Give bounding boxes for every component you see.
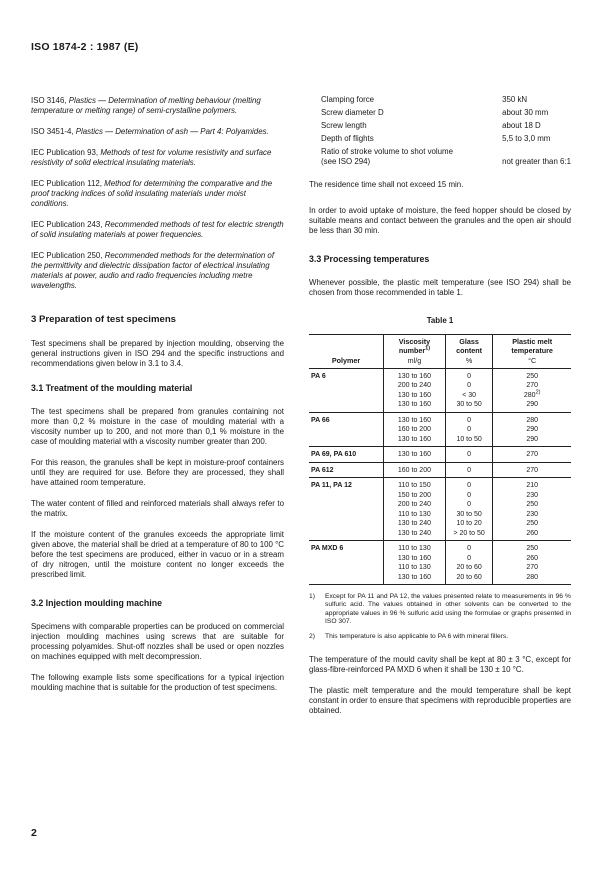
spec-value: not greater than 6:1 bbox=[502, 157, 571, 166]
column-header-viscosity: Viscosity number$^{1)}$ bbox=[384, 335, 446, 358]
reference-code: IEC Publication 112, bbox=[31, 179, 102, 188]
column-header-temp: Plastic melt temperature bbox=[493, 335, 571, 358]
paragraph: Specimens with comparable properties can be produced on commercial injection moulding machines using screws that are suitable for processing polyamides. Shut-off nozzles shall be used or open nozzles on machines equipped with melt decompression. bbox=[31, 622, 284, 661]
section-3-heading: 3 Preparation of test specimens bbox=[31, 314, 177, 325]
right-column bbox=[309, 95, 571, 727]
reference-title: Recommended methods for the determination of the permittivity and dielectric dissipation factor of electrical insulating materials at power, audio and radio frequencies including metre wavelengths. bbox=[31, 251, 275, 290]
reference-title: Recommended methods of test for electric strength of solid insulating materials at power frequencies. bbox=[31, 220, 284, 239]
reference-iec-93 bbox=[31, 148, 284, 168]
reference-iec-250 bbox=[31, 251, 284, 291]
spec-row bbox=[309, 95, 571, 108]
cell-viscosity: 130 to 160 bbox=[384, 447, 446, 463]
table-row bbox=[309, 541, 571, 585]
cell-temp: 210 230 250 230 250 260 bbox=[493, 478, 571, 541]
reference-iso-3146 bbox=[31, 96, 284, 116]
cell-polymer: PA 69, PA 610 bbox=[309, 447, 384, 463]
table-row bbox=[309, 462, 571, 478]
cell-polymer: PA 11, PA 12 bbox=[309, 478, 384, 541]
cell-temp: 270 bbox=[493, 462, 571, 478]
section-3-1-heading: 3.1 Treatment of the moulding material bbox=[31, 383, 193, 393]
cell-viscosity: 110 to 130 130 to 160 110 to 130 130 to 160 bbox=[384, 541, 446, 585]
paragraph: For this reason, the granules shall be kept in moisture-proof containers until they are required for use. Before they are processed, they shall have attained room temperature. bbox=[31, 458, 284, 487]
section-3-3-heading: 3.3 Processing temperatures bbox=[309, 254, 430, 264]
reference-code: IEC Publication 250, bbox=[31, 251, 103, 260]
paragraph: The plastic melt temperature and the mould temperature shall be kept constant in order to ensure that specimens with reproducible properties are obtained. bbox=[309, 686, 571, 716]
spec-row bbox=[309, 147, 571, 170]
reference-title: Plastics — Determination of melting behaviour (melting temperature or melting range) of semi-crystalline polymers. bbox=[31, 96, 261, 115]
cell-glass: 0 0 < 30 30 to 50 bbox=[445, 368, 492, 412]
footnote-mark: 2) bbox=[309, 632, 315, 640]
cell-glass: 0 bbox=[445, 462, 492, 478]
column-header-glass: Glass content bbox=[445, 335, 492, 358]
cell-viscosity: 130 to 160 160 to 200 130 to 160 bbox=[384, 412, 446, 447]
reference-iec-243 bbox=[31, 220, 284, 240]
temp-value: 280 bbox=[523, 391, 536, 399]
cell-glass: 0 0 10 to 50 bbox=[445, 412, 492, 447]
unit-viscosity: ml/g bbox=[384, 357, 446, 368]
spec-value: about 18 D bbox=[502, 121, 541, 130]
reference-code: IEC Publication 93, bbox=[31, 148, 99, 157]
unit-glass: % bbox=[445, 357, 492, 368]
cell-temp: 270 bbox=[493, 447, 571, 463]
paragraph: If the moisture content of the granules exceeds the appropriate limit given above, the material shall be dried at a temperature of 80 to 100 °C before the test specimens are produced, either in vacuo or in a stream of dry nitrogen, until the moisture content no longer exceeds the prescribed limit. bbox=[31, 530, 284, 579]
footnote-text: Except for PA 11 and PA 12, the values presented relate to measurements in 96 % sulfuric acid. The values obtained in other solvents can be converted to the appropriate values in 96 % sulfuric acid using the formulae or graphs presented in ISO 307. bbox=[325, 593, 571, 626]
cell-viscosity: 160 to 200 bbox=[384, 462, 446, 478]
spec-label: Depth of flights bbox=[321, 134, 374, 143]
cell-polymer: PA 6 bbox=[309, 368, 384, 412]
reference-iec-112 bbox=[31, 179, 284, 209]
temp-value: 290 bbox=[526, 401, 538, 408]
paragraph: In order to avoid uptake of moisture, the feed hopper should be closed by suitable means and contact between the granules and the open air should be less than 30 min. bbox=[309, 206, 571, 235]
cell-temp: 250 270 280$^{2)}$ 290 bbox=[493, 368, 571, 412]
section-3-intro: Test specimens shall be prepared by injection moulding, observing the general instructions given in ISO 294 and the specific instructions and recommendations given below in 3.1 to 3.4. bbox=[31, 339, 284, 368]
reference-code: IEC Publication 243, bbox=[31, 220, 103, 229]
page-number: 2 bbox=[31, 827, 37, 839]
section-3-3-intro: Whenever possible, the plastic melt temperature (see ISO 294) shall be chosen from those recommended in table 1. bbox=[309, 278, 571, 297]
spec-label: Screw length bbox=[321, 121, 367, 130]
footnote-mark: 1) bbox=[309, 593, 315, 600]
temp-value: 270 bbox=[526, 382, 538, 389]
cell-viscosity: 130 to 160 200 to 240 130 to 160 130 to 160 bbox=[384, 368, 446, 412]
footnote-text: This temperature is also applicable to PA 6 with mineral fillers. bbox=[325, 632, 509, 640]
spec-label: Clamping force bbox=[321, 95, 375, 104]
footnote bbox=[309, 633, 571, 641]
cell-temp: 250 260 270 280 bbox=[493, 541, 571, 585]
spec-label: Ratio of stroke volume to shot volume (see ISO 294) bbox=[321, 147, 454, 166]
cell-glass: 0 0 0 30 to 50 10 to 20 > 20 to 50 bbox=[445, 478, 492, 541]
left-column bbox=[31, 96, 284, 704]
cell-temp: 280 290 290 bbox=[493, 412, 571, 447]
paragraph: The residence time shall not exceed 15 min. bbox=[309, 180, 464, 189]
cell-polymer: PA 612 bbox=[309, 462, 384, 478]
paragraph: The following example lists some specifications for a typical injection moulding machine that is suitable for the production of test specimens. bbox=[31, 673, 284, 692]
spec-row bbox=[309, 134, 571, 147]
unit-temp: °C bbox=[493, 357, 571, 368]
reference-iso-3451-4 bbox=[31, 127, 284, 137]
cell-glass: 0 0 20 to 60 20 to 60 bbox=[445, 541, 492, 585]
reference-code: ISO 3451-4, bbox=[31, 127, 74, 136]
table-row bbox=[309, 447, 571, 463]
table-row bbox=[309, 478, 571, 541]
cell-glass: 0 bbox=[445, 447, 492, 463]
spec-row bbox=[309, 108, 571, 121]
spec-value: 350 kN bbox=[502, 95, 528, 104]
header-text: Viscosity number bbox=[398, 337, 431, 355]
table-row bbox=[309, 368, 571, 412]
paragraph: The water content of filled and reinforced materials shall always refer to the matrix. bbox=[31, 499, 284, 518]
machine-specs-list bbox=[309, 95, 571, 170]
section-3-2-heading: 3.2 Injection moulding machine bbox=[31, 598, 162, 608]
spec-value: about 30 mm bbox=[502, 108, 549, 117]
cell-polymer: PA 66 bbox=[309, 412, 384, 447]
spec-value: 5,5 to 3,0 mm bbox=[502, 134, 551, 143]
spec-label: Screw diameter D bbox=[321, 108, 384, 117]
cell-viscosity: 110 to 150 150 to 200 200 to 240 110 to 130 130 to 240 130 to 240 bbox=[384, 478, 446, 541]
reference-title: Methods of test for volume resistivity and surface resistivity of solid electrical insulating materials. bbox=[31, 148, 272, 167]
footnote bbox=[309, 593, 571, 627]
cell-polymer: PA MXD 6 bbox=[309, 541, 384, 585]
column-header-polymer: Polymer bbox=[309, 335, 384, 369]
reference-title: Plastics — Determination of ash — Part 4: Polyamides. bbox=[75, 127, 269, 136]
table-1 bbox=[309, 334, 571, 585]
running-header: ISO 1874-2 : 1987 (E) bbox=[31, 41, 139, 53]
spec-row bbox=[309, 121, 571, 134]
reference-title: Method for determining the comparative and the proof tracking indices of solid insulating materials under moist conditions. bbox=[31, 179, 273, 208]
reference-code: ISO 3146, bbox=[31, 96, 67, 105]
temp-value: 250 bbox=[526, 372, 538, 380]
paragraph: The test specimens shall be prepared from granules containing not more than 0,2 % moisture in the case of moulding material with a viscosity number up to 200, and not more than 0,1 % moisture in the case of moulding material with a viscosity number greater than 200. bbox=[31, 407, 284, 446]
table-caption: Table 1 bbox=[426, 316, 454, 325]
table-row bbox=[309, 412, 571, 447]
paragraph: The temperature of the mould cavity shall be kept at 80 ± 3 °C, except for glass-fibre-reinforced PA MXD 6 when it shall be 130 ± 10 °C. bbox=[309, 655, 571, 675]
